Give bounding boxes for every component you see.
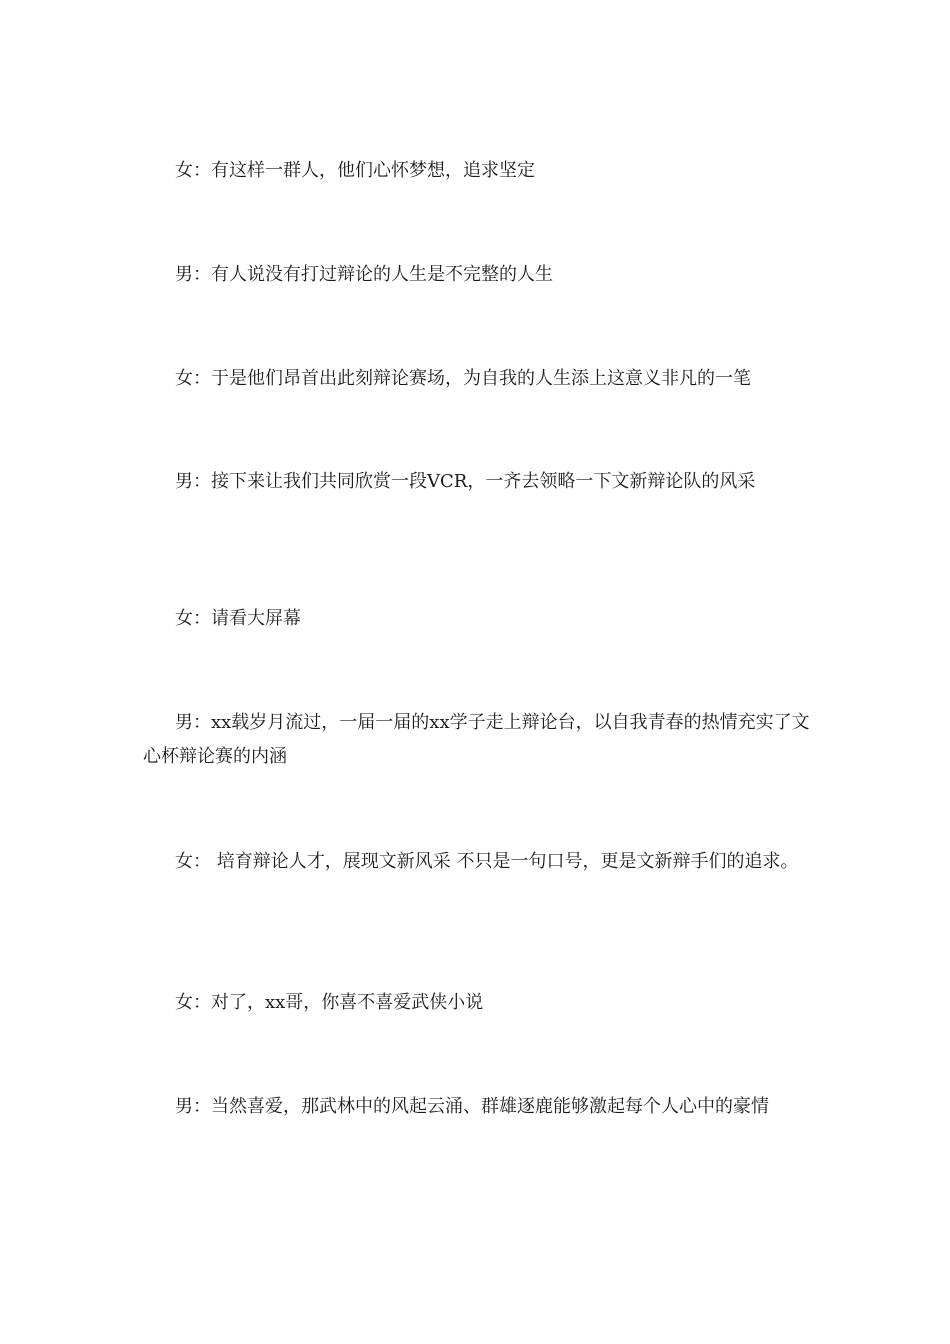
dialogue-line: 女：于是他们昂首出此刻辩论赛场，为自我的人生添上这意义非凡的一笔	[175, 368, 751, 389]
dialogue-line: 男：有人说没有打过辩论的人生是不完整的人生	[175, 264, 553, 285]
dialogue-line: 男：当然喜爱，那武林中的风起云涌、群雄逐鹿能够激起每个人心中的豪情	[175, 1096, 769, 1117]
dialogue-line: 男：接下来让我们共同欣赏一段VCR，一齐去领略一下文新辩论队的风采	[175, 471, 756, 492]
dialogue-line: 女： 培育辩论人才，展现文新风采 不只是一句口号，更是文新辩手们的追求。	[175, 851, 799, 872]
dialogue-line: 女：有这样一群人，他们心怀梦想，追求坚定	[175, 160, 535, 181]
dialogue-line: 男：xx载岁月流过，一届一届的xx学子走上辩论台，以自我青春的热情充实了文心杯辩论赛的内涵	[143, 712, 810, 767]
dialogue-line: 女：请看大屏幕	[175, 608, 301, 629]
dialogue-line: 女：对了，xx哥，你喜不喜爱武侠小说	[175, 992, 484, 1013]
